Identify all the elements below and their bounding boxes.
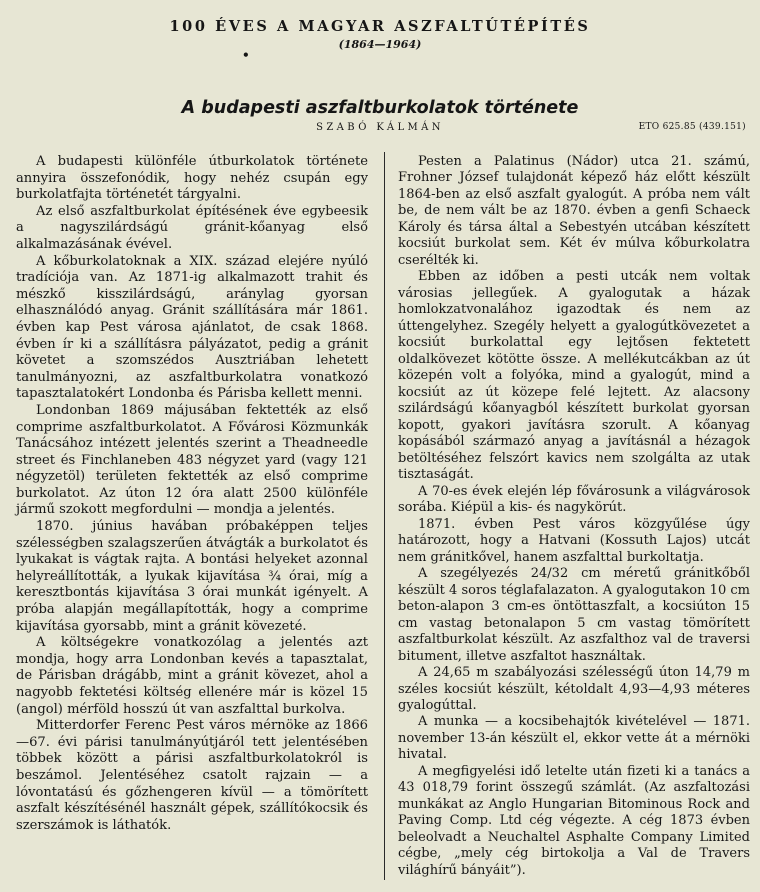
paragraph: A 70-es évek elején lép fővárosunk a világvárosok sorába. Kiépül a kis- és nagykörút. <box>398 483 750 516</box>
right-column <box>398 154 750 879</box>
left-column <box>16 154 368 834</box>
paragraph: 1871. évben Pest város közgyűlése úgy határozott, hogy a Hatvani (Kossuth Lajos) utcát nem gránitkővel, hanem aszfalttal burkoltatja. <box>398 516 750 565</box>
paragraph: A költségekre vonatkozólag a jelentés azt mondja, hogy arra Londonban kevés a tapasztalat, de Párisban drágább, mint a gránit kövezet, ahol a nagyobb fektetési költség ellenére már is közel 15 (angol) mérföld hosszú út van aszfalttal burkolva. <box>16 635 368 717</box>
paragraph: A munka — a kocsibehajtók kivételével — 1871. november 13-án készült el, ekkor vette át a mérnöki hivatal. <box>398 714 750 763</box>
paragraph: Az első aszfaltburkolat építésének éve egybeesik a nagyszilárdságú gránit-kőanyag első alkalmazásának évével. <box>16 203 368 252</box>
paragraph: Ebben az időben a pesti utcák nem voltak városias jellegűek. A gyalogutak a házak homlokzatvonalához igazodtak és nem az úttengelyhez. Szegély helyett a gyalogútkövezetet a kocsiút burkolattal egy lejtősen fektetett oldalkövezet kötötte össze. A mellékutcákban az út közepén volt a folyóka, mind a gyalogút, mind a kocsiút az út közepe felé lejtett. Az alacsony szilárdságú kőanyagból készített burkolat gyorsan kopott, gyakori javításra szorult. A kőanyag kopásából származó anyag a javításnál a hézagok betöltéséhez felszórt kavics nem szolgálta az utak tisztaságát. <box>398 269 750 483</box>
paragraph: A megfigyelési idő letelte után fizeti ki a tanács a 43 018,79 forint összegű számlát. (Az aszfaltozási munkákat az Anglo Hungarian Bitominous Rock and Paving Comp. Ltd cég végezte. A cég 1873 évben beleolvadt a Neuchaltel Asphalte Company Limited cégbe, „mely cég birtokolja a Val de Travers világhírű bányáit”). <box>398 763 750 878</box>
running-title: 100 ÉVES A MAGYAR ASZFALTÚTÉPÍTÉS <box>169 18 591 35</box>
udc-classification: ETO 625.85 (439.151) <box>638 122 746 132</box>
column-divider <box>384 152 385 880</box>
paragraph: Pesten a Palatinus (Nádor) utca 21. számú, Frohner József tulajdonát képező ház előtt készült 1864-ben az első aszfalt gyalogút. A próba nem vált be, de nem vált be az 1870. évben a genfi Schaeck Károly és társa által a Sebestyén utcában készített kocsiút burkolat sem. Két év múlva kőburkolatra cserélték ki. <box>398 154 750 268</box>
article-title: A budapesti aszfaltburkolatok története <box>181 98 579 118</box>
author-name: SZABÓ KÁLMÁN <box>316 122 444 133</box>
paragraph: 1870. június havában próbaképpen teljes szélességben szalagszerűen átvágták a burkolatot és lyukakat is vágtak rajta. A bontási helyeket azonnal helyreállították, a lyukak kijavítása ¾ órai, míg a keresztbontás kijavítása 3 órai munkát igényelt. A próba alapján megállapították, hogy a comprime kijavítása gyorsabb, mint a gránit kövezeté. <box>16 519 368 634</box>
paragraph: A kőburkolatoknak a XIX. század elejére nyúló tradíciója van. Az 1871-ig alkalmazott trahit és mészkő kisszilárdságú, aránylag gyorsan elhasználódó anyag. Gránit szállítására már 1861. évben kap Pest városa ajánlatot, de csak 1868. évben ír ki a szállításra pályázatot, pedig a gránit követet a szomszédos Ausztriában lehetett tanulmányozni, az aszfaltburkolatra vonatkozó tapasztalatokért Londonba és Párisba kellett menni. <box>16 253 368 402</box>
paragraph: A budapesti különféle útburkolatok története annyira összefonódik, hogy nehéz csupán egy burkolatfajta történetét tárgyalni. <box>16 154 368 203</box>
running-subtitle: (1864—1964) <box>338 38 422 51</box>
paragraph: Londonban 1869 májusában fektették az első comprime aszfaltburkolatot. A Fővárosi Közmunkák Tanácsához intézett jelentés szerint a Theadneedle street és Finchlaneben 483 négyzet yard (vagy 121 négyzetöl) területen fektették az első comprime burkolatot. Az úton 12 óra alatt 2500 különféle jármű szokott megfordulni — mondja a jelentés. <box>16 402 368 518</box>
paragraph: A 24,65 m szabályozási szélességű úton 14,79 m széles kocsiút készült, kétoldalt 4,93—4,93 méteres gyalogúttal. <box>398 665 750 713</box>
paragraph: A szegélyezés 24/32 cm méretű gránitkőből készült 4 soros téglafalazaton. A gyalogutakon 10 cm beton-alapon 3 cm-es öntöttaszfalt, a kocsiúton 15 cm vastag betonalapon 5 cm vastag tömörített aszfaltburkolat készült. Az aszfalthoz val de traversi bitument, illetve aszfaltot használtak. <box>398 566 750 664</box>
paragraph: Mitterdorfer Ferenc Pest város mérnöke az 1866—67. évi párisi tanulmányútjáról tett jelentésében többek között a párisi aszfaltburkolatokról is beszámol. Jelentéséhez csatolt rajzain — a lóvontatású és gőzhengeren kívül — a tömörített aszfalt készítésénél használt gépek, szállítókocsik és szerszámok is láthatók. <box>16 718 368 833</box>
header-dot: • <box>242 48 250 62</box>
